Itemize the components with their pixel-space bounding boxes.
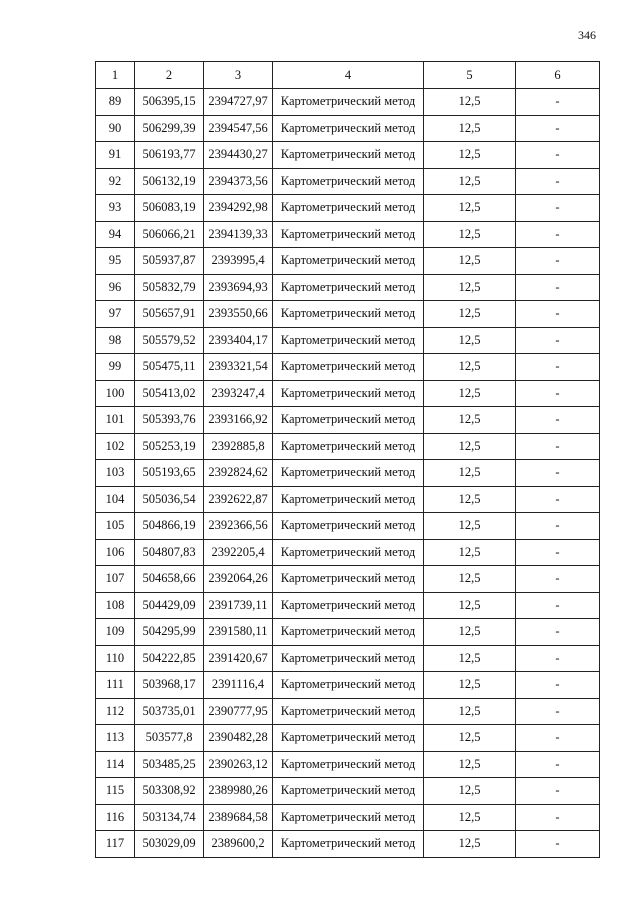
method-cell: Картометрический метод — [273, 778, 424, 805]
x-coordinate-cell: 504807,83 — [135, 539, 204, 566]
table-row — [96, 407, 600, 434]
point-number-cell: 102 — [96, 433, 135, 460]
table-body — [96, 89, 600, 858]
table-row — [96, 725, 600, 752]
accuracy-cell: 12,5 — [424, 804, 516, 831]
point-number-cell: 109 — [96, 619, 135, 646]
x-coordinate-cell: 503577,8 — [135, 725, 204, 752]
x-coordinate-cell: 506066,21 — [135, 221, 204, 248]
point-number-cell: 110 — [96, 645, 135, 672]
table-row — [96, 195, 600, 222]
x-coordinate-cell: 506395,15 — [135, 89, 204, 116]
point-number-cell: 113 — [96, 725, 135, 752]
x-coordinate-cell: 504658,66 — [135, 566, 204, 593]
note-cell: - — [516, 778, 600, 805]
table-row — [96, 804, 600, 831]
note-cell: - — [516, 460, 600, 487]
y-coordinate-cell: 2394727,97 — [204, 89, 273, 116]
header-cell-3: 3 — [204, 62, 273, 89]
accuracy-cell: 12,5 — [424, 566, 516, 593]
accuracy-cell: 12,5 — [424, 592, 516, 619]
y-coordinate-cell: 2393694,93 — [204, 274, 273, 301]
point-number-cell: 95 — [96, 248, 135, 275]
header-cell-2: 2 — [135, 62, 204, 89]
method-cell: Картометрический метод — [273, 168, 424, 195]
accuracy-cell: 12,5 — [424, 354, 516, 381]
method-cell: Картометрический метод — [273, 566, 424, 593]
y-coordinate-cell: 2393995,4 — [204, 248, 273, 275]
accuracy-cell: 12,5 — [424, 142, 516, 169]
x-coordinate-cell: 505253,19 — [135, 433, 204, 460]
y-coordinate-cell: 2391420,67 — [204, 645, 273, 672]
note-cell: - — [516, 592, 600, 619]
table-row — [96, 592, 600, 619]
table-row — [96, 89, 600, 116]
note-cell: - — [516, 513, 600, 540]
point-number-cell: 116 — [96, 804, 135, 831]
header-cell-6: 6 — [516, 62, 600, 89]
method-cell: Картометрический метод — [273, 513, 424, 540]
y-coordinate-cell: 2394139,33 — [204, 221, 273, 248]
y-coordinate-cell: 2392366,56 — [204, 513, 273, 540]
method-cell: Картометрический метод — [273, 115, 424, 142]
point-number-cell: 103 — [96, 460, 135, 487]
point-number-cell: 91 — [96, 142, 135, 169]
accuracy-cell: 12,5 — [424, 248, 516, 275]
y-coordinate-cell: 2389980,26 — [204, 778, 273, 805]
method-cell: Картометрический метод — [273, 301, 424, 328]
table-row — [96, 486, 600, 513]
x-coordinate-cell: 506083,19 — [135, 195, 204, 222]
x-coordinate-cell: 506132,19 — [135, 168, 204, 195]
point-number-cell: 99 — [96, 354, 135, 381]
accuracy-cell: 12,5 — [424, 195, 516, 222]
y-coordinate-cell: 2392824,62 — [204, 460, 273, 487]
note-cell: - — [516, 168, 600, 195]
table-row — [96, 645, 600, 672]
y-coordinate-cell: 2394547,56 — [204, 115, 273, 142]
point-number-cell: 105 — [96, 513, 135, 540]
note-cell: - — [516, 380, 600, 407]
method-cell: Картометрический метод — [273, 221, 424, 248]
method-cell: Картометрический метод — [273, 619, 424, 646]
accuracy-cell: 12,5 — [424, 778, 516, 805]
note-cell: - — [516, 221, 600, 248]
x-coordinate-cell: 505413,02 — [135, 380, 204, 407]
method-cell: Картометрический метод — [273, 460, 424, 487]
x-coordinate-cell: 503485,25 — [135, 751, 204, 778]
method-cell: Картометрический метод — [273, 407, 424, 434]
note-cell: - — [516, 195, 600, 222]
y-coordinate-cell: 2393404,17 — [204, 327, 273, 354]
point-number-cell: 106 — [96, 539, 135, 566]
point-number-cell: 101 — [96, 407, 135, 434]
point-number-cell: 94 — [96, 221, 135, 248]
x-coordinate-cell: 505475,11 — [135, 354, 204, 381]
method-cell: Картометрический метод — [273, 672, 424, 699]
point-number-cell: 98 — [96, 327, 135, 354]
accuracy-cell: 12,5 — [424, 460, 516, 487]
header-row — [96, 62, 600, 89]
x-coordinate-cell: 503134,74 — [135, 804, 204, 831]
accuracy-cell: 12,5 — [424, 486, 516, 513]
method-cell: Картометрический метод — [273, 274, 424, 301]
accuracy-cell: 12,5 — [424, 698, 516, 725]
accuracy-cell: 12,5 — [424, 168, 516, 195]
x-coordinate-cell: 505579,52 — [135, 327, 204, 354]
y-coordinate-cell: 2390482,28 — [204, 725, 273, 752]
method-cell: Картометрический метод — [273, 804, 424, 831]
table-row — [96, 566, 600, 593]
header-cell-5: 5 — [424, 62, 516, 89]
method-cell: Картометрический метод — [273, 380, 424, 407]
x-coordinate-cell: 506299,39 — [135, 115, 204, 142]
note-cell: - — [516, 698, 600, 725]
note-cell: - — [516, 433, 600, 460]
y-coordinate-cell: 2392885,8 — [204, 433, 273, 460]
y-coordinate-cell: 2393550,66 — [204, 301, 273, 328]
y-coordinate-cell: 2391580,11 — [204, 619, 273, 646]
point-number-cell: 108 — [96, 592, 135, 619]
table-row — [96, 301, 600, 328]
x-coordinate-cell: 505832,79 — [135, 274, 204, 301]
x-coordinate-cell: 504295,99 — [135, 619, 204, 646]
method-cell: Картометрический метод — [273, 486, 424, 513]
table-row — [96, 751, 600, 778]
x-coordinate-cell: 505036,54 — [135, 486, 204, 513]
page-number: 346 — [578, 28, 596, 42]
point-number-cell: 114 — [96, 751, 135, 778]
point-number-cell: 117 — [96, 831, 135, 858]
x-coordinate-cell: 504222,85 — [135, 645, 204, 672]
x-coordinate-cell: 503968,17 — [135, 672, 204, 699]
method-cell: Картометрический метод — [273, 645, 424, 672]
y-coordinate-cell: 2393321,54 — [204, 354, 273, 381]
table-row — [96, 248, 600, 275]
accuracy-cell: 12,5 — [424, 301, 516, 328]
y-coordinate-cell: 2393247,4 — [204, 380, 273, 407]
method-cell: Картометрический метод — [273, 698, 424, 725]
y-coordinate-cell: 2391116,4 — [204, 672, 273, 699]
note-cell: - — [516, 725, 600, 752]
accuracy-cell: 12,5 — [424, 327, 516, 354]
accuracy-cell: 12,5 — [424, 725, 516, 752]
method-cell: Картометрический метод — [273, 354, 424, 381]
header-cell-4: 4 — [273, 62, 424, 89]
table-row — [96, 698, 600, 725]
y-coordinate-cell: 2390777,95 — [204, 698, 273, 725]
note-cell: - — [516, 645, 600, 672]
note-cell: - — [516, 274, 600, 301]
table-row — [96, 778, 600, 805]
method-cell: Картометрический метод — [273, 725, 424, 752]
y-coordinate-cell: 2389684,58 — [204, 804, 273, 831]
method-cell: Картометрический метод — [273, 142, 424, 169]
accuracy-cell: 12,5 — [424, 274, 516, 301]
y-coordinate-cell: 2394292,98 — [204, 195, 273, 222]
point-number-cell: 92 — [96, 168, 135, 195]
note-cell: - — [516, 672, 600, 699]
accuracy-cell: 12,5 — [424, 672, 516, 699]
accuracy-cell: 12,5 — [424, 513, 516, 540]
point-number-cell: 90 — [96, 115, 135, 142]
point-number-cell: 107 — [96, 566, 135, 593]
method-cell: Картометрический метод — [273, 592, 424, 619]
table-row — [96, 274, 600, 301]
method-cell: Картометрический метод — [273, 433, 424, 460]
y-coordinate-cell: 2392064,26 — [204, 566, 273, 593]
y-coordinate-cell: 2392622,87 — [204, 486, 273, 513]
accuracy-cell: 12,5 — [424, 221, 516, 248]
header-cell-1: 1 — [96, 62, 135, 89]
x-coordinate-cell: 503029,09 — [135, 831, 204, 858]
table-row — [96, 354, 600, 381]
table-row — [96, 142, 600, 169]
note-cell: - — [516, 354, 600, 381]
method-cell: Картометрический метод — [273, 539, 424, 566]
point-number-cell: 100 — [96, 380, 135, 407]
y-coordinate-cell: 2394373,56 — [204, 168, 273, 195]
table-row — [96, 460, 600, 487]
table-row — [96, 619, 600, 646]
point-number-cell: 96 — [96, 274, 135, 301]
table-row — [96, 539, 600, 566]
note-cell: - — [516, 301, 600, 328]
point-number-cell: 112 — [96, 698, 135, 725]
point-number-cell: 111 — [96, 672, 135, 699]
note-cell: - — [516, 327, 600, 354]
table-row — [96, 115, 600, 142]
table-row — [96, 672, 600, 699]
note-cell: - — [516, 407, 600, 434]
x-coordinate-cell: 506193,77 — [135, 142, 204, 169]
x-coordinate-cell: 504429,09 — [135, 592, 204, 619]
x-coordinate-cell: 503735,01 — [135, 698, 204, 725]
accuracy-cell: 12,5 — [424, 407, 516, 434]
table-row — [96, 221, 600, 248]
y-coordinate-cell: 2394430,27 — [204, 142, 273, 169]
x-coordinate-cell: 505193,65 — [135, 460, 204, 487]
note-cell: - — [516, 539, 600, 566]
note-cell: - — [516, 248, 600, 275]
note-cell: - — [516, 804, 600, 831]
note-cell: - — [516, 115, 600, 142]
table-row — [96, 513, 600, 540]
accuracy-cell: 12,5 — [424, 380, 516, 407]
accuracy-cell: 12,5 — [424, 751, 516, 778]
x-coordinate-cell: 505937,87 — [135, 248, 204, 275]
y-coordinate-cell: 2389600,2 — [204, 831, 273, 858]
coordinates-table — [95, 61, 600, 858]
point-number-cell: 115 — [96, 778, 135, 805]
table-row — [96, 380, 600, 407]
table-row — [96, 831, 600, 858]
point-number-cell: 89 — [96, 89, 135, 116]
note-cell: - — [516, 486, 600, 513]
x-coordinate-cell: 505657,91 — [135, 301, 204, 328]
point-number-cell: 97 — [96, 301, 135, 328]
x-coordinate-cell: 505393,76 — [135, 407, 204, 434]
point-number-cell: 93 — [96, 195, 135, 222]
note-cell: - — [516, 751, 600, 778]
method-cell: Картометрический метод — [273, 327, 424, 354]
x-coordinate-cell: 503308,92 — [135, 778, 204, 805]
method-cell: Картометрический метод — [273, 89, 424, 116]
note-cell: - — [516, 619, 600, 646]
accuracy-cell: 12,5 — [424, 619, 516, 646]
accuracy-cell: 12,5 — [424, 831, 516, 858]
point-number-cell: 104 — [96, 486, 135, 513]
method-cell: Картометрический метод — [273, 831, 424, 858]
method-cell: Картометрический метод — [273, 248, 424, 275]
table-row — [96, 327, 600, 354]
x-coordinate-cell: 504866,19 — [135, 513, 204, 540]
accuracy-cell: 12,5 — [424, 539, 516, 566]
table-header — [96, 62, 600, 89]
y-coordinate-cell: 2391739,11 — [204, 592, 273, 619]
method-cell: Картометрический метод — [273, 195, 424, 222]
note-cell: - — [516, 831, 600, 858]
table-row — [96, 433, 600, 460]
accuracy-cell: 12,5 — [424, 645, 516, 672]
note-cell: - — [516, 89, 600, 116]
y-coordinate-cell: 2390263,12 — [204, 751, 273, 778]
y-coordinate-cell: 2392205,4 — [204, 539, 273, 566]
accuracy-cell: 12,5 — [424, 433, 516, 460]
accuracy-cell: 12,5 — [424, 89, 516, 116]
table-row — [96, 168, 600, 195]
note-cell: - — [516, 142, 600, 169]
y-coordinate-cell: 2393166,92 — [204, 407, 273, 434]
accuracy-cell: 12,5 — [424, 115, 516, 142]
method-cell: Картометрический метод — [273, 751, 424, 778]
note-cell: - — [516, 566, 600, 593]
